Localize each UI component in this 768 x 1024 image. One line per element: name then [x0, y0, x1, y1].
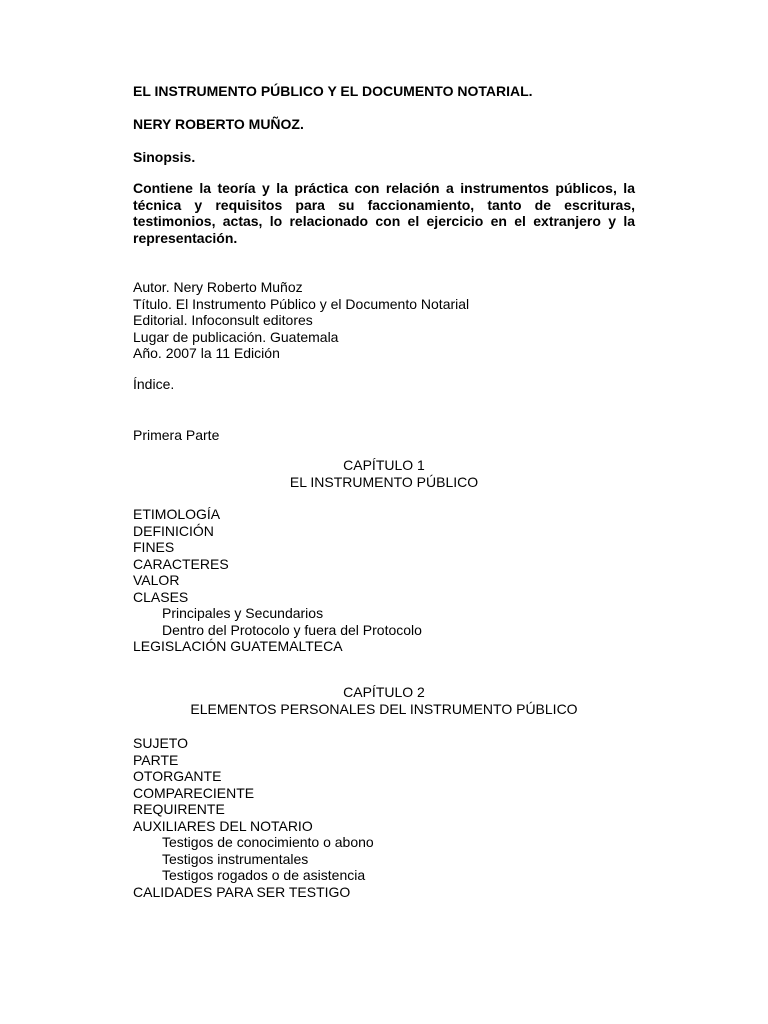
document-title: EL INSTRUMENTO PÚBLICO Y EL DOCUMENTO NOTARIAL.: [133, 83, 533, 99]
chapter-1-label: CAPÍTULO 1: [343, 457, 425, 473]
synopsis-heading: Sinopsis.: [133, 149, 196, 165]
index-heading: Índice.: [133, 376, 175, 392]
toc-subitem: Testigos de conocimiento o abono: [162, 834, 374, 850]
toc-item: COMPARECIENTE: [133, 784, 255, 801]
toc-subitem: Dentro del Protocolo y fuera del Protocolo: [162, 621, 422, 638]
chapter-1-title: EL INSTRUMENTO PÚBLICO: [289, 474, 479, 490]
author-heading: NERY ROBERTO MUÑOZ.: [133, 116, 304, 132]
chapter-1-contents: [133, 506, 422, 655]
synopsis-text: Contiene la teoría y la práctica con relación a instrumentos públicos, la técnica y requisitos para su faccionamiento, tanto de escrituras, testimonios, actas, lo relacionado con el ejercicio en el extranjero y la representación.: [133, 180, 635, 246]
toc-item: CARACTERES: [133, 555, 229, 572]
toc-item: FINES: [133, 539, 175, 555]
chapter-2-contents: [133, 735, 374, 900]
part-heading: Primera Parte: [133, 427, 220, 443]
toc-item: PARTE: [133, 751, 179, 768]
toc-subitem: Testigos instrumentales: [162, 850, 309, 867]
meta-author: Autor. Nery Roberto Muñoz: [133, 279, 303, 295]
toc-item: ETIMOLOGÍA: [133, 506, 221, 522]
toc-subitem: Principales y Secundarios: [162, 605, 324, 621]
meta-publisher: Editorial. Infoconsult editores: [133, 312, 313, 328]
toc-item: VALOR: [133, 572, 180, 588]
chapter-2-label: CAPÍTULO 2: [343, 684, 425, 700]
toc-item: REQUIRENTE: [133, 801, 225, 817]
toc-item: SUJETO: [133, 735, 188, 751]
toc-item: OTORGANTE: [133, 768, 222, 784]
meta-place: Lugar de publicación. Guatemala: [133, 328, 339, 345]
publication-details: [133, 279, 469, 362]
toc-item: LEGISLACIÓN GUATEMALTECA: [133, 638, 343, 654]
toc-item: DEFINICIÓN: [133, 522, 214, 539]
meta-year: Año. 2007 la 11 Edición: [133, 345, 280, 361]
toc-item: CALIDADES PARA SER TESTIGO: [133, 883, 351, 900]
toc-subitem: Testigos rogados o de asistencia: [162, 867, 366, 883]
chapter-2-title: ELEMENTOS PERSONALES DEL INSTRUMENTO PÚBLICO: [190, 701, 578, 717]
toc-item: CLASES: [133, 588, 189, 605]
toc-item: AUXILIARES DEL NOTARIO: [133, 817, 313, 834]
meta-title: Título. El Instrumento Público y el Documento Notarial: [133, 295, 470, 312]
